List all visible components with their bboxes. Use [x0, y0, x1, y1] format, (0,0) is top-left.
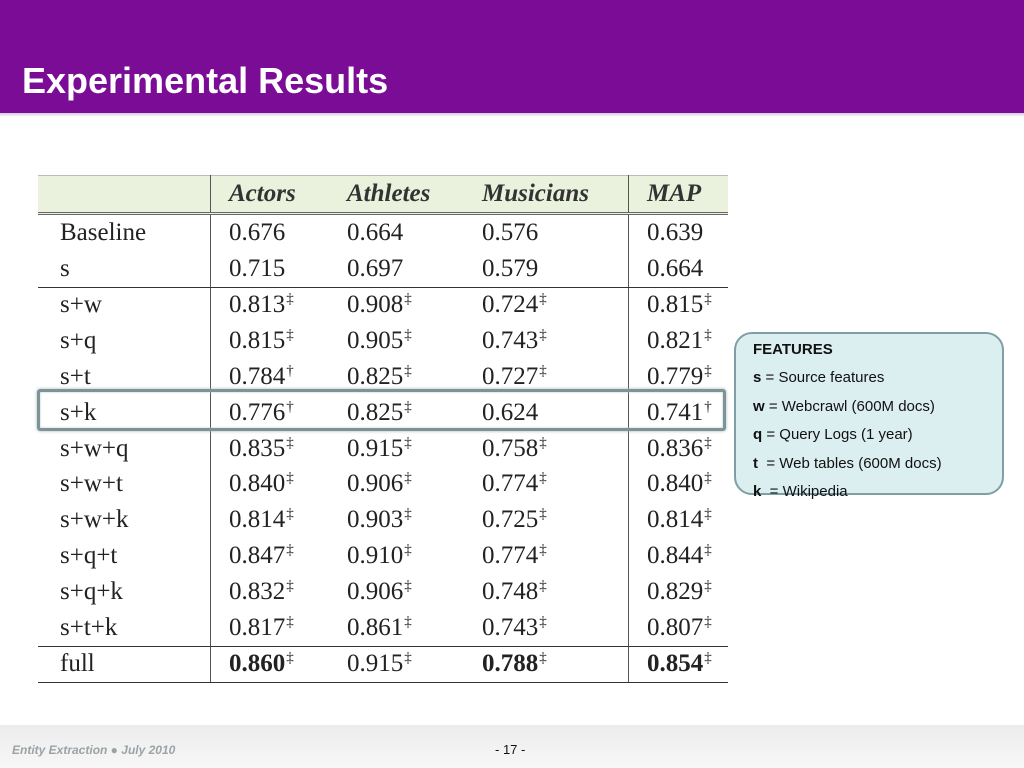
cell-value: 0.743	[482, 613, 539, 641]
significance-mark: ‡	[539, 363, 547, 380]
cell-athletes	[347, 646, 482, 683]
significance-mark: ‡	[286, 327, 294, 344]
cell-athletes	[347, 467, 482, 503]
feature-description: Webcrawl (600M docs)	[781, 397, 935, 415]
table-row	[38, 574, 728, 610]
header-cell-empty	[38, 176, 211, 214]
cell-map	[629, 646, 729, 683]
feature-separator: =	[761, 369, 779, 387]
row-label: s+q	[38, 323, 211, 359]
cell-value: 0.825	[347, 398, 404, 426]
feature-separator: =	[762, 426, 780, 444]
features-list	[753, 364, 1002, 506]
significance-mark: ‡	[704, 650, 712, 667]
cell-value: 0.624	[482, 398, 539, 426]
cell-value: 0.840	[647, 470, 704, 498]
cell-value: 0.576	[482, 218, 539, 246]
significance-mark: ‡	[286, 434, 294, 451]
table-row	[38, 431, 728, 467]
cell-value: 0.579	[482, 254, 539, 282]
cell-value: 0.915	[347, 434, 404, 462]
cell-value: 0.758	[482, 434, 539, 462]
significance-mark: ‡	[704, 542, 712, 559]
cell-musicians	[482, 323, 629, 359]
cell-map	[629, 431, 729, 467]
row-label: s+w+t	[38, 467, 211, 503]
cell-athletes	[347, 287, 482, 323]
cell-value: 0.743	[482, 327, 539, 355]
significance-mark: ‡	[404, 470, 412, 487]
cell-value: 0.779	[647, 363, 704, 391]
cell-athletes	[347, 214, 482, 251]
significance-mark: ‡	[704, 577, 712, 594]
table-row	[38, 610, 728, 646]
cell-map	[629, 287, 729, 323]
cell-value: 0.725	[482, 506, 539, 534]
cell-value: 0.905	[347, 327, 404, 355]
significance-mark: ‡	[286, 291, 294, 308]
cell-athletes	[347, 538, 482, 574]
feature-key: q	[753, 426, 763, 444]
cell-value: 0.840	[229, 470, 286, 498]
feature-item	[753, 393, 1002, 421]
significance-mark: ‡	[704, 327, 712, 344]
row-label: s+t	[38, 359, 211, 395]
cell-musicians	[482, 574, 629, 610]
cell-athletes	[347, 431, 482, 467]
cell-value: 0.814	[647, 506, 704, 534]
significance-mark: ‡	[404, 363, 412, 380]
cell-value: 0.860	[229, 650, 286, 678]
feature-item	[753, 421, 1002, 449]
significance-mark: ‡	[404, 542, 412, 559]
cell-value: 0.724	[482, 291, 539, 319]
table-row	[38, 214, 728, 251]
cell-musicians	[482, 287, 629, 323]
cell-actors	[211, 574, 348, 610]
cell-actors	[211, 502, 348, 538]
footer-label: Entity Extraction ● July 2010	[12, 743, 176, 757]
cell-value: 0.906	[347, 470, 404, 498]
cell-athletes	[347, 574, 482, 610]
table-row	[38, 251, 728, 287]
significance-mark: ‡	[286, 577, 294, 594]
row-label: s+w+q	[38, 431, 211, 467]
table-row	[38, 467, 728, 503]
cell-musicians	[482, 251, 629, 287]
cell-musicians	[482, 538, 629, 574]
cell-value: 0.854	[647, 650, 704, 678]
table-header-row	[38, 176, 728, 214]
cell-value: 0.776	[229, 398, 286, 426]
significance-mark: ‡	[539, 434, 547, 451]
feature-description: Source features	[778, 369, 885, 387]
cell-value: 0.815	[229, 327, 286, 355]
feature-item	[753, 450, 1002, 478]
cell-value: 0.908	[347, 291, 404, 319]
cell-value: 0.861	[347, 613, 404, 641]
significance-mark: ‡	[539, 470, 547, 487]
cell-value: 0.715	[229, 254, 286, 282]
significance-mark: ‡	[404, 506, 412, 523]
cell-map	[629, 467, 729, 503]
cell-actors	[211, 287, 348, 323]
table-group-combinations	[38, 287, 728, 646]
row-label: s	[38, 251, 211, 287]
title-divider	[0, 113, 1024, 117]
significance-mark: †	[286, 363, 294, 380]
cell-musicians	[482, 646, 629, 683]
significance-mark: †	[704, 398, 712, 415]
row-label: Baseline	[38, 214, 211, 251]
cell-value: 0.910	[347, 542, 404, 570]
row-label: s+w+k	[38, 502, 211, 538]
significance-mark: ‡	[286, 506, 294, 523]
significance-mark: ‡	[539, 506, 547, 523]
cell-value: 0.813	[229, 291, 286, 319]
feature-separator: =	[764, 397, 782, 415]
cell-value: 0.807	[647, 613, 704, 641]
cell-value: 0.829	[647, 577, 704, 605]
cell-musicians	[482, 610, 629, 646]
cell-value: 0.774	[482, 542, 539, 570]
cell-value: 0.741	[647, 398, 704, 426]
significance-mark: ‡	[404, 398, 412, 415]
table-row	[38, 646, 728, 683]
feature-key: s	[753, 369, 762, 387]
cell-map	[629, 538, 729, 574]
feature-separator: =	[758, 454, 780, 472]
significance-mark: ‡	[539, 327, 547, 344]
cell-athletes	[347, 502, 482, 538]
significance-mark: ‡	[539, 291, 547, 308]
table-row	[38, 502, 728, 538]
cell-value: 0.748	[482, 577, 539, 605]
cell-map	[629, 323, 729, 359]
cell-athletes	[347, 610, 482, 646]
significance-mark: ‡	[704, 363, 712, 380]
cell-value: 0.814	[229, 506, 286, 534]
table-row	[38, 287, 728, 323]
highlight-box	[37, 389, 726, 431]
row-label: s+w	[38, 287, 211, 323]
row-label: s+k	[38, 395, 211, 431]
cell-map	[629, 251, 729, 287]
feature-description: Wikipedia	[782, 483, 848, 501]
significance-mark: ‡	[539, 650, 547, 667]
significance-mark: ‡	[704, 506, 712, 523]
significance-mark: ‡	[704, 470, 712, 487]
cell-actors	[211, 251, 348, 287]
row-label: full	[38, 646, 211, 683]
cell-value: 0.817	[229, 613, 286, 641]
cell-athletes	[347, 323, 482, 359]
feature-item	[753, 364, 1002, 392]
significance-mark: ‡	[704, 291, 712, 308]
cell-value: 0.847	[229, 542, 286, 570]
row-label: s+q+t	[38, 538, 211, 574]
feature-separator: =	[761, 483, 783, 501]
cell-map	[629, 610, 729, 646]
cell-value: 0.835	[229, 434, 286, 462]
row-label: s+t+k	[38, 610, 211, 646]
significance-mark: ‡	[704, 613, 712, 630]
cell-actors	[211, 214, 348, 251]
cell-actors	[211, 323, 348, 359]
cell-value: 0.676	[229, 218, 286, 246]
significance-mark: †	[286, 398, 294, 415]
page-number: - 17 -	[495, 742, 526, 757]
cell-actors	[211, 467, 348, 503]
significance-mark: ‡	[404, 434, 412, 451]
significance-mark: ‡	[539, 577, 547, 594]
cell-value: 0.844	[647, 542, 704, 570]
cell-value: 0.903	[347, 506, 404, 534]
cell-map	[629, 214, 729, 251]
cell-musicians	[482, 214, 629, 251]
cell-musicians	[482, 431, 629, 467]
cell-athletes	[347, 251, 482, 287]
significance-mark: ‡	[286, 470, 294, 487]
cell-value: 0.664	[347, 218, 404, 246]
significance-mark: ‡	[286, 613, 294, 630]
significance-mark: ‡	[404, 613, 412, 630]
cell-map	[629, 502, 729, 538]
cell-value: 0.788	[482, 650, 539, 678]
significance-mark: ‡	[286, 542, 294, 559]
cell-musicians	[482, 467, 629, 503]
features-heading: FEATURES	[753, 341, 833, 358]
cell-value: 0.836	[647, 434, 704, 462]
header-cell-map: MAP	[629, 176, 729, 214]
table-group-full	[38, 646, 728, 683]
cell-actors	[211, 646, 348, 683]
cell-value: 0.727	[482, 363, 539, 391]
cell-value: 0.821	[647, 327, 704, 355]
cell-musicians	[482, 502, 629, 538]
significance-mark: ‡	[404, 291, 412, 308]
feature-description: Query Logs (1 year)	[779, 426, 913, 444]
significance-mark: ‡	[704, 434, 712, 451]
significance-mark: ‡	[539, 542, 547, 559]
cell-value: 0.906	[347, 577, 404, 605]
header-cell-athletes: Athletes	[347, 176, 482, 214]
table-group-baseline	[38, 214, 728, 288]
significance-mark: ‡	[404, 327, 412, 344]
cell-value: 0.664	[647, 254, 704, 282]
slide-title: Experimental Results	[22, 60, 389, 101]
cell-value: 0.774	[482, 470, 539, 498]
header-cell-actors: Actors	[211, 176, 348, 214]
cell-value: 0.784	[229, 363, 286, 391]
cell-value: 0.832	[229, 577, 286, 605]
cell-map	[629, 574, 729, 610]
row-label: s+q+k	[38, 574, 211, 610]
header-cell-musicians: Musicians	[482, 176, 629, 214]
cell-actors	[211, 538, 348, 574]
significance-mark: ‡	[404, 577, 412, 594]
feature-key: w	[753, 397, 765, 415]
cell-actors	[211, 610, 348, 646]
cell-value: 0.815	[647, 291, 704, 319]
feature-key: k	[753, 483, 762, 501]
cell-value: 0.697	[347, 254, 404, 282]
significance-mark: ‡	[404, 650, 412, 667]
cell-value: 0.639	[647, 218, 704, 246]
cell-value: 0.915	[347, 650, 404, 678]
cell-actors	[211, 431, 348, 467]
features-box	[734, 332, 1004, 501]
table-row	[38, 323, 728, 359]
feature-key: t	[753, 454, 758, 472]
table-row	[38, 538, 728, 574]
significance-mark: ‡	[286, 650, 294, 667]
feature-description: Web tables (600M docs)	[779, 454, 942, 472]
feature-item	[753, 478, 1002, 506]
significance-mark: ‡	[539, 613, 547, 630]
cell-value: 0.825	[347, 363, 404, 391]
